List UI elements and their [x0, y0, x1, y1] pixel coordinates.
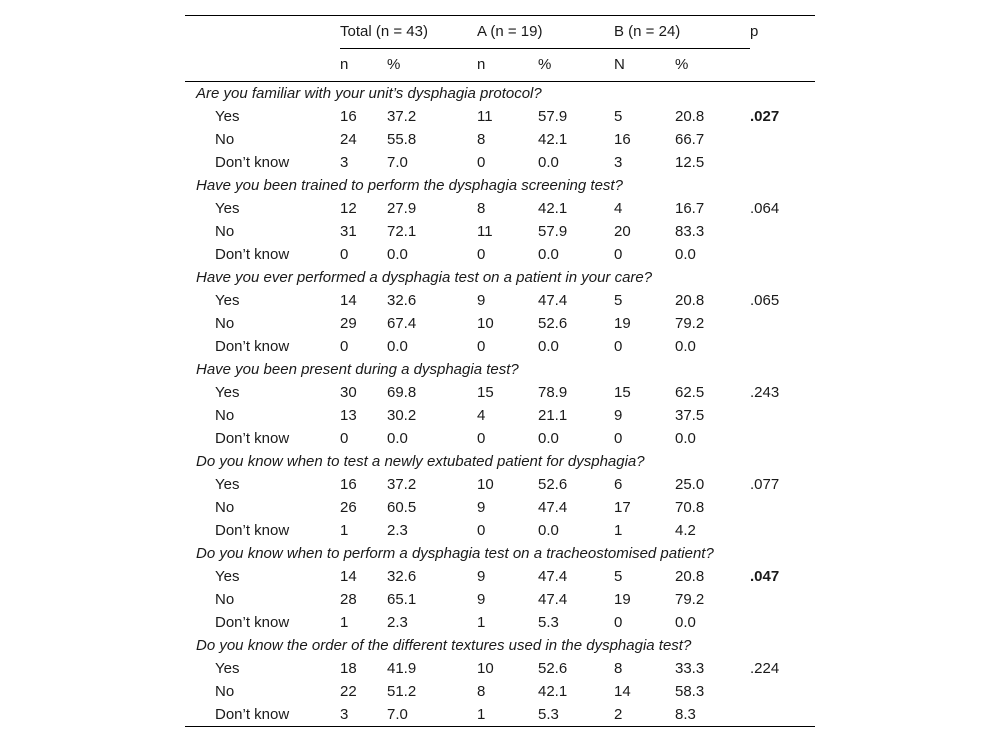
answer-row	[185, 197, 815, 220]
cell-b-pct: 25.0	[675, 476, 705, 493]
question-text: Do you know the order of the different textures used in the dysphagia test?	[196, 637, 692, 654]
answer-row	[185, 611, 815, 634]
subcol-total-pct: %	[387, 49, 477, 82]
cell-total-n: 14	[340, 568, 357, 585]
cell-a-n: 9	[477, 499, 486, 516]
cell-total-pct: 7.0	[387, 154, 408, 171]
answer-row	[185, 220, 815, 243]
cell-p-value: .065	[750, 292, 780, 309]
cell-a-pct: 47.4	[538, 499, 568, 516]
cell-p-value	[750, 588, 815, 611]
cell-a-pct: 42.1	[538, 683, 568, 700]
subcol-total-n: n	[340, 49, 387, 82]
answer-label: Don’t know	[215, 338, 290, 355]
cell-a-n: 8	[477, 200, 486, 217]
question-text: Are you familiar with your unit’s dysphagia protocol?	[196, 85, 542, 102]
cell-a-n: 0	[477, 154, 486, 171]
cell-total-n: 0	[340, 338, 349, 355]
cell-b-pct: 12.5	[675, 154, 705, 171]
cell-a-pct: 57.9	[538, 223, 568, 240]
question-row	[185, 542, 815, 565]
cell-a-n: 15	[477, 384, 494, 401]
cell-b-pct: 37.5	[675, 407, 705, 424]
header-group-total: Total (n = 43)	[340, 16, 477, 49]
answer-label: Yes	[215, 660, 240, 677]
cell-a-n: 9	[477, 292, 486, 309]
question-row	[185, 82, 815, 106]
cell-a-pct: 0.0	[538, 154, 559, 171]
cell-a-pct: 57.9	[538, 108, 568, 125]
cell-a-n: 11	[477, 108, 493, 125]
cell-b-pct: 79.2	[675, 315, 705, 332]
cell-total-pct: 65.1	[387, 591, 417, 608]
cell-a-pct: 0.0	[538, 338, 559, 355]
answer-label: Don’t know	[215, 246, 290, 263]
header-row-subcolumns	[185, 49, 815, 82]
answer-label: Yes	[215, 200, 240, 217]
cell-b-n: 17	[614, 499, 631, 516]
cell-a-pct: 52.6	[538, 660, 568, 677]
cell-a-n: 9	[477, 568, 486, 585]
answer-label: Don’t know	[215, 522, 290, 539]
cell-total-pct: 41.9	[387, 660, 417, 677]
cell-p-value	[750, 243, 815, 266]
answer-label: Yes	[215, 384, 240, 401]
cell-total-n: 13	[340, 407, 357, 424]
answer-label: Don’t know	[215, 154, 290, 171]
answer-label: No	[215, 591, 235, 608]
cell-b-pct: 20.8	[675, 108, 705, 125]
cell-b-pct: 70.8	[675, 499, 705, 516]
cell-a-n: 8	[477, 131, 486, 148]
cell-b-pct: 0.0	[675, 246, 696, 263]
cell-p-value: .064	[750, 200, 780, 217]
cell-p-value	[750, 312, 815, 335]
cell-b-pct: 79.2	[675, 591, 705, 608]
answer-row	[185, 404, 815, 427]
answer-label: Don’t know	[185, 703, 340, 727]
cell-p-value: .077	[750, 476, 780, 493]
cell-total-n: 14	[340, 292, 357, 309]
answer-label: No	[215, 315, 235, 332]
header-row-groups	[185, 16, 815, 49]
answer-row	[185, 657, 815, 680]
cell-p-value: .224	[750, 660, 780, 677]
cell-b-n: 0	[614, 614, 623, 631]
cell-b-pct: 20.8	[675, 568, 705, 585]
answer-label: Yes	[215, 292, 240, 309]
cell-a-n: 10	[477, 315, 494, 332]
cell-a-n: 1	[477, 614, 486, 631]
table-header	[185, 16, 815, 82]
cell-a-pct: 52.6	[538, 476, 568, 493]
cell-b-n: 16	[614, 131, 631, 148]
cell-total-n: 16	[340, 108, 357, 125]
cell-b-pct: 8.3	[675, 703, 750, 727]
cell-a-n: 0	[477, 246, 486, 263]
cell-p-value	[750, 680, 815, 703]
question-text: Do you know when to test a newly extubated patient for dysphagia?	[196, 453, 645, 470]
cell-p-value: .047	[750, 568, 780, 585]
cell-total-n: 1	[340, 522, 349, 539]
survey-results-table	[185, 15, 815, 727]
header-group-a: A (n = 19)	[477, 16, 614, 49]
header-group-b: B (n = 24)	[614, 16, 750, 49]
cell-a-n: 8	[477, 683, 486, 700]
cell-p-value	[750, 151, 815, 174]
answer-row	[185, 588, 815, 611]
cell-total-pct: 67.4	[387, 315, 417, 332]
answer-row	[185, 519, 815, 542]
cell-b-n: 6	[614, 476, 623, 493]
answer-label: No	[215, 407, 235, 424]
cell-total-n: 28	[340, 591, 357, 608]
subcol-b-n: N	[614, 49, 675, 82]
cell-b-pct: 0.0	[675, 338, 696, 355]
cell-b-n: 19	[614, 591, 631, 608]
cell-total-pct: 55.8	[387, 131, 417, 148]
cell-total-pct: 32.6	[387, 292, 417, 309]
cell-total-n: 3	[340, 703, 387, 727]
cell-b-n: 19	[614, 315, 631, 332]
cell-p-value	[750, 611, 815, 634]
question-row	[185, 174, 815, 197]
subcol-p-empty	[750, 49, 815, 82]
cell-total-n: 31	[340, 223, 357, 240]
cell-b-pct: 0.0	[675, 430, 696, 447]
answer-label: Yes	[215, 568, 240, 585]
subcol-a-n: n	[477, 49, 538, 82]
cell-b-pct: 58.3	[675, 683, 705, 700]
cell-a-n: 0	[477, 430, 486, 447]
cell-b-n: 1	[614, 522, 623, 539]
cell-total-pct: 32.6	[387, 568, 417, 585]
cell-a-pct: 0.0	[538, 246, 559, 263]
cell-a-n: 1	[477, 703, 538, 727]
cell-total-pct: 2.3	[387, 614, 408, 631]
cell-p-value	[750, 427, 815, 450]
question-row	[185, 358, 815, 381]
cell-p-value	[750, 335, 815, 358]
cell-total-n: 18	[340, 660, 357, 677]
cell-total-n: 16	[340, 476, 357, 493]
header-empty-cell	[185, 16, 340, 49]
cell-total-n: 0	[340, 246, 349, 263]
answer-row	[185, 335, 815, 358]
question-text: Have you been present during a dysphagia test?	[196, 361, 519, 378]
cell-b-n: 9	[614, 407, 623, 424]
cell-total-pct: 7.0	[387, 703, 477, 727]
answer-row	[185, 473, 815, 496]
cell-p-value: .243	[750, 384, 780, 401]
cell-a-pct: 47.4	[538, 292, 568, 309]
cell-total-pct: 2.3	[387, 522, 408, 539]
cell-total-pct: 30.2	[387, 407, 417, 424]
cell-a-pct: 0.0	[538, 430, 559, 447]
cell-p-value	[750, 404, 815, 427]
cell-a-pct: 5.3	[538, 703, 614, 727]
cell-b-pct: 66.7	[675, 131, 705, 148]
cell-total-n: 30	[340, 384, 357, 401]
cell-a-n: 0	[477, 522, 486, 539]
cell-total-pct: 37.2	[387, 476, 417, 493]
cell-total-n: 22	[340, 683, 357, 700]
cell-b-n: 15	[614, 384, 631, 401]
cell-total-pct: 72.1	[387, 223, 417, 240]
cell-b-n: 0	[614, 246, 623, 263]
answer-label: No	[215, 131, 235, 148]
subcol-a-pct: %	[538, 49, 614, 82]
cell-a-pct: 78.9	[538, 384, 568, 401]
cell-b-n: 5	[614, 568, 623, 585]
cell-p-value	[750, 519, 815, 542]
subcol-b-pct: %	[675, 49, 750, 82]
answer-row	[185, 151, 815, 174]
cell-a-n: 10	[477, 660, 494, 677]
cell-total-n: 12	[340, 200, 357, 217]
answer-row	[185, 128, 815, 151]
question-text: Have you ever performed a dysphagia test on a patient in your care?	[196, 269, 653, 286]
cell-b-n: 5	[614, 292, 623, 309]
answer-label: Don’t know	[215, 430, 290, 447]
cell-b-pct: 62.5	[675, 384, 705, 401]
header-empty-cell	[185, 49, 340, 82]
cell-a-pct: 47.4	[538, 568, 568, 585]
cell-total-pct: 0.0	[387, 246, 408, 263]
cell-total-n: 29	[340, 315, 357, 332]
cell-b-pct: 20.8	[675, 292, 705, 309]
question-text: Do you know when to perform a dysphagia test on a tracheostomised patient?	[196, 545, 714, 562]
answer-row	[185, 427, 815, 450]
results-table-container	[185, 15, 815, 727]
answer-row	[185, 680, 815, 703]
cell-b-pct: 16.7	[675, 200, 705, 217]
answer-row	[185, 312, 815, 335]
cell-b-n: 0	[614, 338, 623, 355]
cell-a-pct: 52.6	[538, 315, 568, 332]
cell-b-n: 8	[614, 660, 623, 677]
cell-a-pct: 47.4	[538, 591, 568, 608]
answer-label: No	[215, 223, 235, 240]
answer-label: Yes	[215, 108, 240, 125]
cell-b-n: 3	[614, 154, 623, 171]
cell-total-pct: 37.2	[387, 108, 417, 125]
cell-p-value	[750, 703, 815, 727]
cell-b-n: 5	[614, 108, 623, 125]
cell-b-n: 0	[614, 430, 623, 447]
cell-total-pct: 27.9	[387, 200, 417, 217]
answer-row	[185, 289, 815, 312]
question-row	[185, 266, 815, 289]
answer-label: Yes	[215, 476, 240, 493]
answer-row	[185, 565, 815, 588]
answer-label: No	[215, 683, 235, 700]
answer-row	[185, 105, 815, 128]
cell-total-pct: 51.2	[387, 683, 417, 700]
cell-b-n: 4	[614, 200, 623, 217]
cell-p-value	[750, 220, 815, 243]
answer-row	[185, 496, 815, 519]
cell-b-pct: 0.0	[675, 614, 696, 631]
cell-p-value: .027	[750, 108, 780, 125]
cell-b-n: 14	[614, 683, 631, 700]
answer-label: Don’t know	[215, 614, 290, 631]
cell-total-n: 24	[340, 131, 357, 148]
answer-row	[185, 243, 815, 266]
cell-b-n: 20	[614, 223, 631, 240]
cell-a-pct: 42.1	[538, 200, 568, 217]
cell-total-pct: 0.0	[387, 338, 408, 355]
cell-a-n: 9	[477, 591, 486, 608]
cell-b-pct: 33.3	[675, 660, 705, 677]
cell-total-n: 1	[340, 614, 349, 631]
question-text: Have you been trained to perform the dysphagia screening test?	[196, 177, 623, 194]
cell-total-n: 0	[340, 430, 349, 447]
cell-p-value	[750, 128, 815, 151]
question-row	[185, 634, 815, 657]
cell-a-n: 11	[477, 223, 493, 240]
cell-a-pct: 0.0	[538, 522, 559, 539]
cell-a-pct: 42.1	[538, 131, 568, 148]
cell-b-pct: 83.3	[675, 223, 705, 240]
cell-a-pct: 5.3	[538, 614, 559, 631]
header-p-value: p	[750, 16, 815, 49]
cell-a-n: 4	[477, 407, 486, 424]
cell-a-n: 0	[477, 338, 486, 355]
cell-a-n: 10	[477, 476, 494, 493]
cell-b-n: 2	[614, 703, 675, 727]
cell-b-pct: 4.2	[675, 522, 696, 539]
cell-a-pct: 21.1	[538, 407, 568, 424]
cell-total-pct: 0.0	[387, 430, 408, 447]
cell-total-pct: 69.8	[387, 384, 417, 401]
cell-total-n: 26	[340, 499, 357, 516]
table-body	[185, 82, 815, 727]
answer-row	[185, 703, 815, 727]
answer-label: No	[215, 499, 235, 516]
answer-row	[185, 381, 815, 404]
cell-p-value	[750, 496, 815, 519]
question-row	[185, 450, 815, 473]
cell-total-pct: 60.5	[387, 499, 417, 516]
cell-total-n: 3	[340, 154, 349, 171]
